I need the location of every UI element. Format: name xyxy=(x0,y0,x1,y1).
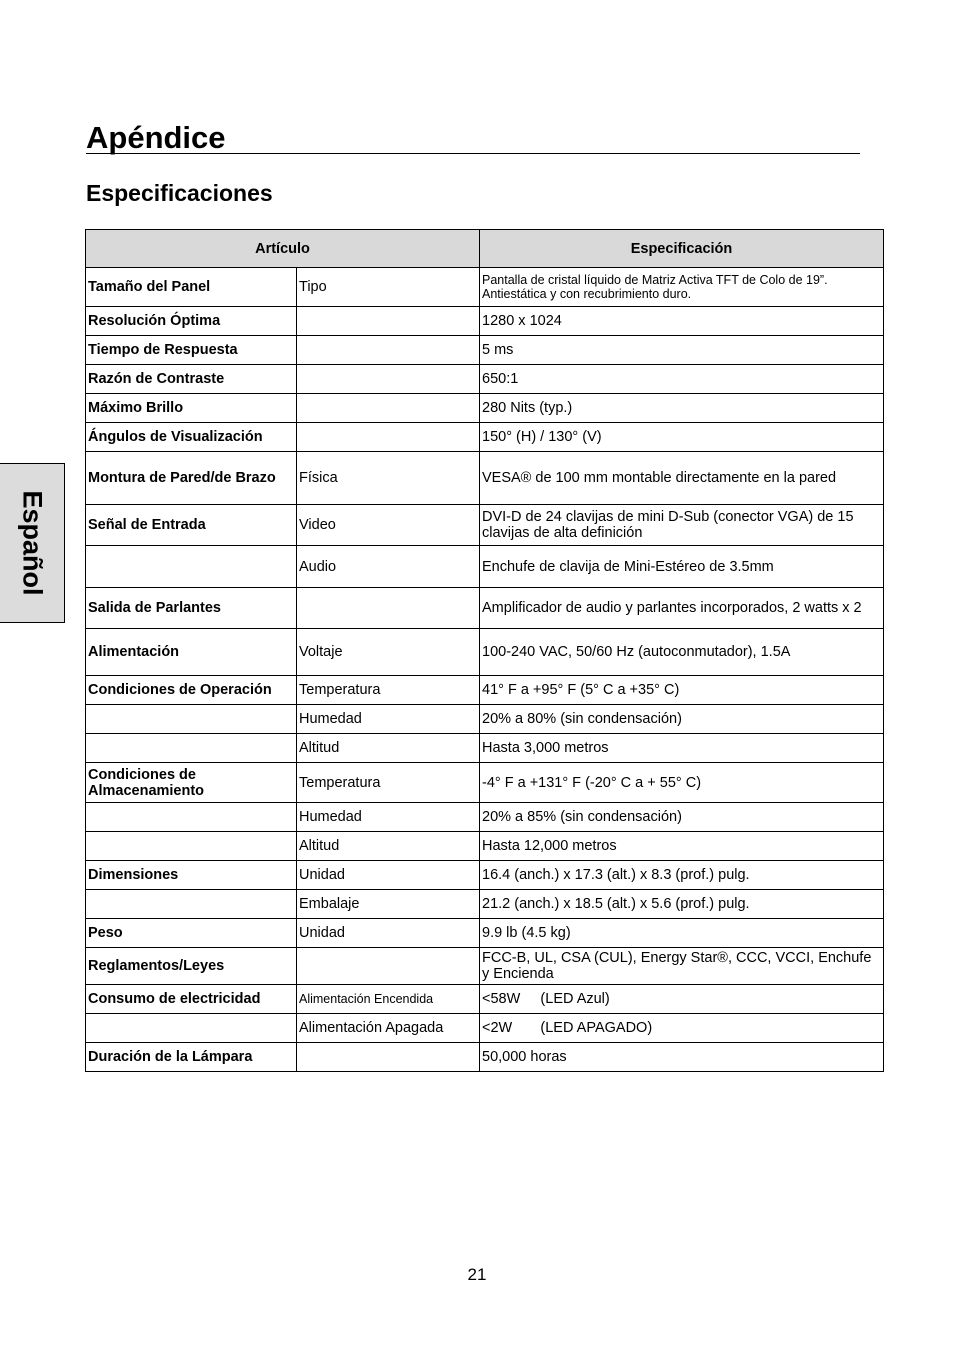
specifications-table xyxy=(85,229,884,1072)
cell-spec: <2W (LED APAGADO) xyxy=(480,1014,884,1043)
cell-subitem: Altitud xyxy=(297,734,480,763)
cell-spec: <58W (LED Azul) xyxy=(480,985,884,1014)
cell-item xyxy=(86,832,297,861)
cell-subitem xyxy=(297,365,480,394)
cell-item: Montura de Pared/de Brazo xyxy=(86,452,297,505)
cell-item xyxy=(86,1014,297,1043)
cell-subitem: Tipo xyxy=(297,268,480,307)
cell-subitem: Humedad xyxy=(297,803,480,832)
cell-subitem xyxy=(297,588,480,629)
cell-item: Duración de la Lámpara xyxy=(86,1043,297,1072)
cell-item: Condiciones de Almacenamiento xyxy=(86,763,297,803)
cell-spec: -4° F a +131° F (-20° C a + 55° C) xyxy=(480,763,884,803)
table-row xyxy=(86,588,884,629)
cell-spec: 150° (H) / 130° (V) xyxy=(480,423,884,452)
cell-spec: 650:1 xyxy=(480,365,884,394)
section-title: Especificaciones xyxy=(86,180,273,206)
cell-subitem xyxy=(297,336,480,365)
cell-item: Señal de Entrada xyxy=(86,505,297,546)
table-row xyxy=(86,629,884,676)
cell-subitem: Alimentación Apagada xyxy=(297,1014,480,1043)
cell-item: Alimentación xyxy=(86,629,297,676)
column-header-item: Artículo xyxy=(86,230,480,268)
cell-spec: DVI-D de 24 clavijas de mini D-Sub (conector VGA) de 15 clavijas de alta definición xyxy=(480,505,884,546)
cell-spec: Hasta 12,000 metros xyxy=(480,832,884,861)
cell-spec: 16.4 (anch.) x 17.3 (alt.) x 8.3 (prof.) pulg. xyxy=(480,861,884,890)
cell-subitem: Video xyxy=(297,505,480,546)
table-row xyxy=(86,734,884,763)
cell-subitem: Audio xyxy=(297,546,480,588)
cell-subitem xyxy=(297,307,480,336)
cell-spec: 50,000 horas xyxy=(480,1043,884,1072)
table-row xyxy=(86,268,884,307)
cell-spec: 41° F a +95° F (5° C a +35° C) xyxy=(480,676,884,705)
table-row xyxy=(86,307,884,336)
table-row xyxy=(86,505,884,546)
table-row xyxy=(86,948,884,985)
cell-spec: Enchufe de clavija de Mini-Estéreo de 3.5mm xyxy=(480,546,884,588)
table-row xyxy=(86,919,884,948)
table-row xyxy=(86,861,884,890)
cell-item: Tamaño del Panel xyxy=(86,268,297,307)
table-row xyxy=(86,1043,884,1072)
cell-subitem xyxy=(297,423,480,452)
table-row xyxy=(86,676,884,705)
table-row xyxy=(86,985,884,1014)
cell-item xyxy=(86,890,297,919)
cell-subitem: Alimentación Encendida xyxy=(297,985,480,1014)
language-side-tab xyxy=(0,463,65,623)
cell-subitem: Voltaje xyxy=(297,629,480,676)
table-row xyxy=(86,452,884,505)
cell-spec: 5 ms xyxy=(480,336,884,365)
cell-item: Máximo Brillo xyxy=(86,394,297,423)
table-row xyxy=(86,890,884,919)
cell-item xyxy=(86,803,297,832)
cell-spec: Pantalla de cristal líquido de Matriz Activa TFT de Colo de 19”. Antiestática y con recubrimiento duro. xyxy=(480,268,884,307)
cell-subitem: Altitud xyxy=(297,832,480,861)
table-row xyxy=(86,832,884,861)
table-row xyxy=(86,763,884,803)
cell-item: Tiempo de Respuesta xyxy=(86,336,297,365)
table-row xyxy=(86,705,884,734)
cell-subitem: Temperatura xyxy=(297,763,480,803)
cell-spec: 1280 x 1024 xyxy=(480,307,884,336)
cell-spec: Amplificador de audio y parlantes incorporados, 2 watts x 2 xyxy=(480,588,884,629)
cell-spec: 20% a 80% (sin condensación) xyxy=(480,705,884,734)
cell-subitem: Unidad xyxy=(297,919,480,948)
table-row xyxy=(86,423,884,452)
table-header-row xyxy=(86,230,884,268)
cell-spec: 9.9 lb (4.5 kg) xyxy=(480,919,884,948)
cell-subitem: Humedad xyxy=(297,705,480,734)
column-header-spec: Especificación xyxy=(480,230,884,268)
cell-item: Ángulos de Visualización xyxy=(86,423,297,452)
table-row xyxy=(86,1014,884,1043)
cell-item: Consumo de electricidad xyxy=(86,985,297,1014)
cell-item: Peso xyxy=(86,919,297,948)
table-row xyxy=(86,546,884,588)
cell-item xyxy=(86,705,297,734)
cell-item: Reglamentos/Leyes xyxy=(86,948,297,985)
cell-spec: 20% a 85% (sin condensación) xyxy=(480,803,884,832)
cell-item: Razón de Contraste xyxy=(86,365,297,394)
cell-subitem: Física xyxy=(297,452,480,505)
cell-spec: 21.2 (anch.) x 18.5 (alt.) x 5.6 (prof.) pulg. xyxy=(480,890,884,919)
cell-item: Resolución Óptima xyxy=(86,307,297,336)
page-title: Apéndice xyxy=(86,120,226,155)
cell-item: Condiciones de Operación xyxy=(86,676,297,705)
cell-item: Salida de Parlantes xyxy=(86,588,297,629)
table-row xyxy=(86,803,884,832)
cell-item: Dimensiones xyxy=(86,861,297,890)
cell-subitem: Embalaje xyxy=(297,890,480,919)
cell-spec: FCC-B, UL, CSA (CUL), Energy Star®, CCC, VCCI, Enchufe y Encienda xyxy=(480,948,884,985)
cell-subitem xyxy=(297,948,480,985)
cell-item xyxy=(86,734,297,763)
cell-spec: Hasta 3,000 metros xyxy=(480,734,884,763)
cell-subitem xyxy=(297,1043,480,1072)
cell-spec: 280 Nits (typ.) xyxy=(480,394,884,423)
cell-item xyxy=(86,546,297,588)
cell-subitem: Unidad xyxy=(297,861,480,890)
title-divider xyxy=(86,153,860,154)
cell-spec: 100-240 VAC, 50/60 Hz (autoconmutador), 1.5A xyxy=(480,629,884,676)
cell-subitem xyxy=(297,394,480,423)
table-row xyxy=(86,336,884,365)
language-side-tab-label: Español xyxy=(17,490,48,596)
table-row xyxy=(86,394,884,423)
table-row xyxy=(86,365,884,394)
cell-subitem: Temperatura xyxy=(297,676,480,705)
page-number: 21 xyxy=(467,1265,487,1284)
cell-spec: VESA® de 100 mm montable directamente en la pared xyxy=(480,452,884,505)
